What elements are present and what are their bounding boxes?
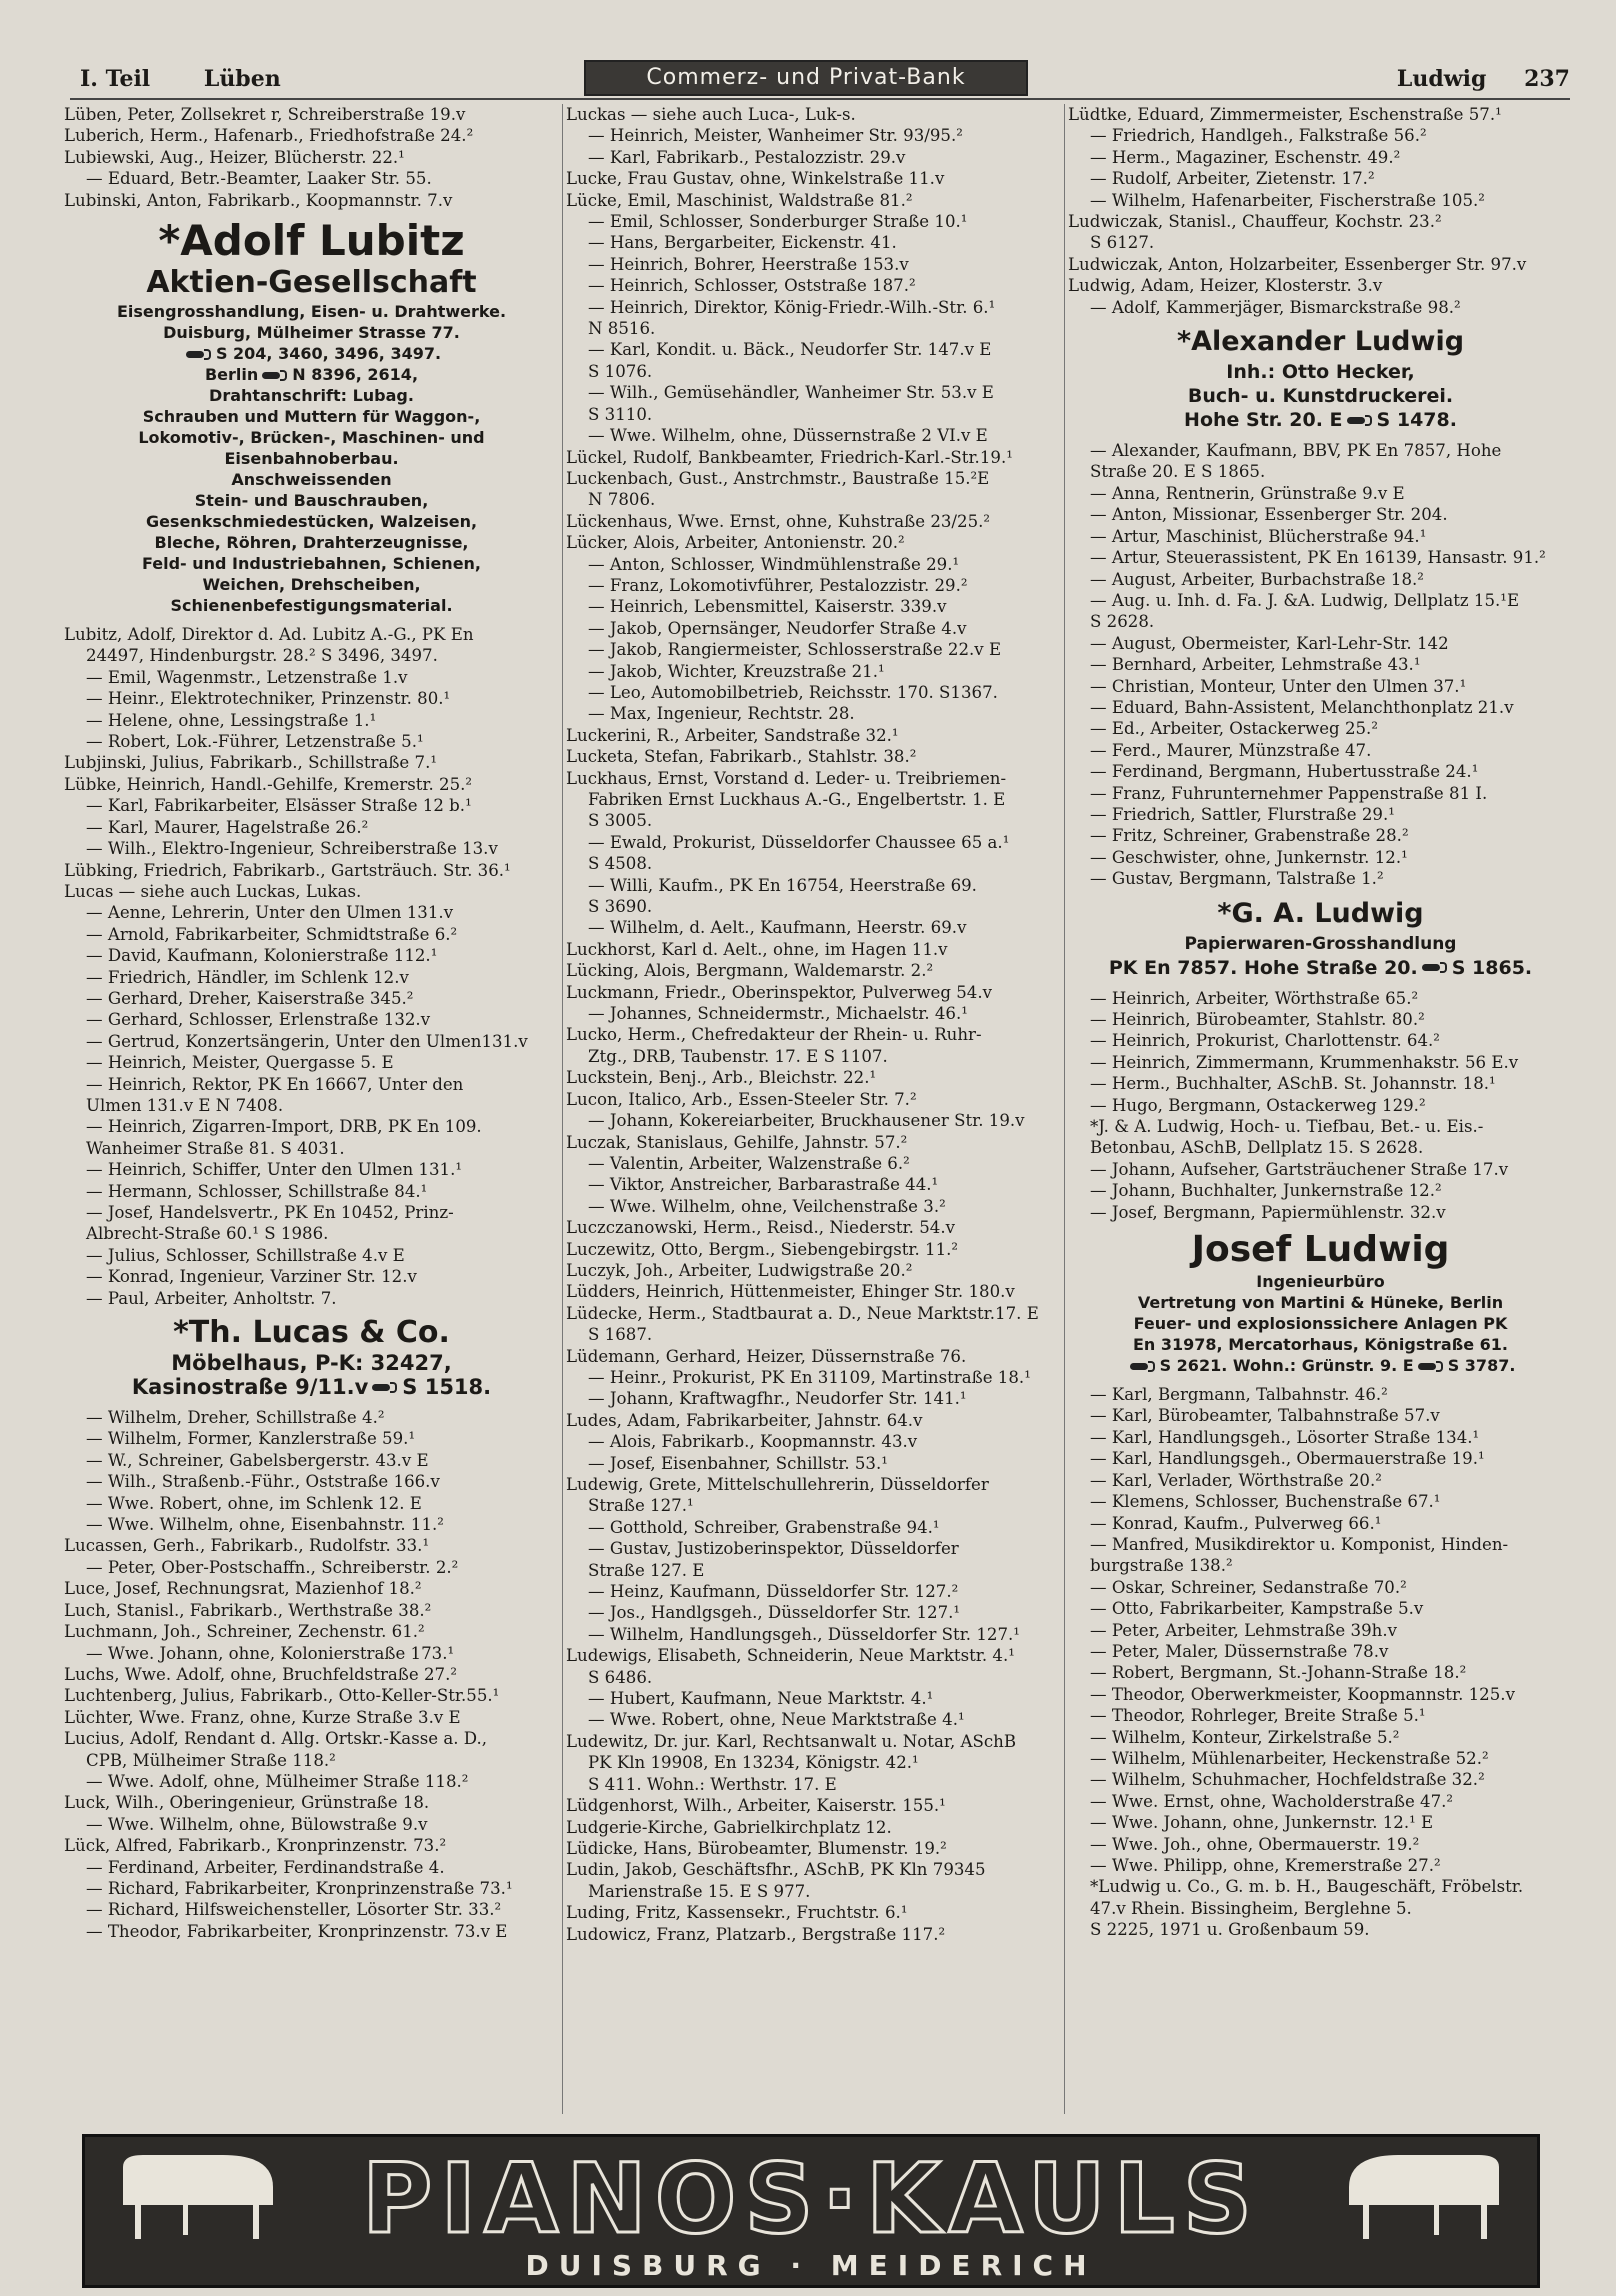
directory-entry: — Johann, Buchhalter, Junkernstraße 12.² xyxy=(1090,1181,1442,1201)
ad-line: Lokomotiv-, Brücken-, Maschinen- und xyxy=(138,428,485,448)
telephone-icon xyxy=(1130,1361,1156,1373)
directory-entry: Lüdgenhorst, Wilh., Arbeiter, Kaiserstr. 155.¹ xyxy=(566,1796,946,1816)
directory-entry: Lucon, Italico, Arb., Essen-Steeler Str. 7.² xyxy=(566,1089,917,1109)
banner-subtitle: DUISBURG · MEIDERICH xyxy=(525,2249,1097,2282)
directory-entry: Ulmen 131.v E N 7408. xyxy=(86,1095,284,1115)
ad-line: Inh.: Otto Hecker, xyxy=(1226,361,1415,384)
directory-entry: — Jakob, Opernsänger, Neudorfer Straße 4.v xyxy=(588,618,967,638)
directory-entry: — Karl, Handlungsgeh., Lösorter Straße 134.¹ xyxy=(1090,1427,1480,1447)
directory-entry: Luck, Wilh., Oberingenieur, Grünstraße 18. xyxy=(64,1793,430,1813)
directory-entry: Ludewig, Grete, Mittelschullehrerin, Düsseldorfer xyxy=(566,1475,989,1494)
directory-entry: — Ed., Arbeiter, Ostackerweg 25.² xyxy=(1090,719,1378,739)
directory-entry: — Christian, Monteur, Unter den Ulmen 37.¹ xyxy=(1090,676,1467,696)
directory-entry: — David, Kaufmann, Kolonierstraße 112.¹ xyxy=(86,946,438,966)
directory-entry: — Leo, Automobilbetrieb, Reichsstr. 170. S1367. xyxy=(588,682,998,702)
directory-entry: — Adolf, Kammerjäger, Bismarckstraße 98.² xyxy=(1090,297,1461,317)
directory-entry: Lücking, Alois, Bergmann, Waldemarstr. 2.² xyxy=(566,961,934,981)
directory-entry: — Anna, Rentnerin, Grünstraße 9.v E xyxy=(1090,483,1405,503)
ad-line: Gesenkschmiedestücken, Walzeisen, xyxy=(145,512,478,532)
directory-entry: — Manfred, Musikdirektor u. Komponist, Hinden- xyxy=(1090,1534,1509,1554)
directory-entry: N 7806. xyxy=(588,490,656,510)
directory-entry: Lüdecke, Herm., Stadtbaurat a. D., Neue Marktstr.17. E xyxy=(566,1303,1039,1323)
ad-phone-line xyxy=(1068,1355,1573,1376)
page-number: 237 xyxy=(1524,66,1570,92)
directory-entry: — Karl, Kondit. u. Bäck., Neudorfer Str. 147.v E xyxy=(588,340,992,360)
ad-line: Vertretung von Martini & Hüneke, Berlin xyxy=(1137,1293,1504,1313)
directory-entry: — Franz, Lokomotivführer, Pestalozzistr. 29.² xyxy=(588,575,968,595)
directory-entry: Straße 127. E xyxy=(588,1560,705,1580)
ad-name: *Th. Lucas & Co. xyxy=(173,1315,450,1351)
directory-entry: — Rudolf, Arbeiter, Zietenstr. 17.² xyxy=(1090,169,1375,189)
directory-entry: — Herm., Buchhalter, ASchB. St. Johannstr. 18.¹ xyxy=(1090,1074,1496,1094)
directory-entry: — Wwe. Wilhelm, ohne, Eisenbahnstr. 11.² xyxy=(86,1515,444,1535)
directory-entry: — Klemens, Schlosser, Buchenstraße 67.¹ xyxy=(1090,1492,1441,1512)
directory-entry: — Alois, Fabrikarb., Koopmannstr. 43.v xyxy=(588,1432,918,1452)
directory-entry: — Richard, Fabrikarbeiter, Kronprinzenstraße 73.¹ xyxy=(86,1878,513,1898)
directory-entry: — Oskar, Schreiner, Sedanstraße 70.² xyxy=(1090,1577,1407,1597)
directory-entry: — Emil, Wagenmstr., Letzenstraße 1.v xyxy=(86,667,408,687)
directory-entry: — Johann, Kraftwagfhr., Neudorfer Str. 141.¹ xyxy=(588,1389,967,1409)
directory-entry: — Robert, Bergmann, St.-Johann-Straße 18.² xyxy=(1090,1663,1467,1683)
column-2 xyxy=(566,104,1062,1945)
part-label: I. Teil xyxy=(80,66,151,92)
ad-line: Bleche, Röhren, Drahterzeugnisse, xyxy=(154,533,469,553)
directory-entry: — Ewald, Prokurist, Düsseldorfer Chaussee 65 a.¹ xyxy=(588,832,1010,852)
ad-phone: S 3787. xyxy=(1447,1356,1516,1376)
directory-entry: Luczczanowski, Herm., Reisd., Niederstr. 54.v xyxy=(566,1218,955,1238)
directory-entry: — Otto, Fabrikarbeiter, Kampstraße 5.v xyxy=(1090,1599,1424,1619)
directory-entry: Lucassen, Gerh., Fabrikarb., Rudolfstr. 33.¹ xyxy=(64,1536,430,1556)
directory-entry: Lubitz, Adolf, Direktor d. Ad. Lubitz A.-G., PK En xyxy=(64,625,474,645)
directory-entry: — Willi, Kaufm., PK En 16754, Heerstraße 69. xyxy=(588,875,977,895)
directory-entry: — W., Schreiner, Gabelsbergerstr. 43.v E xyxy=(86,1450,429,1470)
directory-entry: Lubiewski, Aug., Heizer, Blücherstr. 22.¹ xyxy=(64,147,405,167)
directory-entry: Marienstraße 15. E S 977. xyxy=(588,1881,811,1901)
directory-entry: — Hermann, Schlosser, Schillstraße 84.¹ xyxy=(86,1181,428,1201)
directory-entry: — Wwe. Wilhelm, ohne, Veilchenstraße 3.² xyxy=(588,1196,946,1216)
directory-entry: Lübke, Heinrich, Handl.-Gehilfe, Kremerstr. 25.² xyxy=(64,774,473,794)
directory-entry: Lüben, Peter, Zollsekret r, Schreiberstraße 19.v xyxy=(64,105,466,124)
pianos-kauls-banner xyxy=(82,2134,1540,2288)
directory-entry: — Peter, Maler, Düssernstraße 78.v xyxy=(1090,1641,1389,1661)
directory-entry: Lückenhaus, Wwe. Ernst, ohne, Kuhstraße 23/25.² xyxy=(566,511,991,531)
ad-ga-ludwig xyxy=(1068,896,1573,980)
directory-entry: Luckmann, Friedr., Oberinspektor, Pulverweg 54.v xyxy=(566,982,993,1002)
ad-line: Weichen, Drehscheiben, xyxy=(202,575,421,595)
telephone-icon xyxy=(186,349,212,361)
directory-entry: N 8516. xyxy=(588,319,656,339)
ad-name: *Adolf Lubitz xyxy=(158,216,465,266)
directory-entry: Ludewigs, Elisabeth, Schneiderin, Neue Marktstr. 4.¹ xyxy=(566,1646,1015,1666)
directory-entry: S 3690. xyxy=(588,897,653,917)
directory-entry: — Artur, Maschinist, Blücherstraße 94.¹ xyxy=(1090,526,1427,546)
directory-entry: — Anton, Missionar, Essenberger Str. 204. xyxy=(1090,505,1448,525)
directory-entry: — Julius, Schlosser, Schillstraße 4.v E xyxy=(86,1245,405,1265)
directory-entry: — Wwe. Wilhelm, ohne, Bülowstraße 9.v xyxy=(86,1814,428,1834)
directory-entry: Luce, Josef, Rechnungsrat, Mazienhof 18.² xyxy=(64,1579,422,1599)
directory-entry: — Heinr., Elektrotechniker, Prinzenstr. 80.¹ xyxy=(86,689,451,709)
ad-line: Eisenbahnoberbau. xyxy=(224,449,399,469)
ad-line: Anschweissenden xyxy=(231,470,392,490)
header-left xyxy=(80,66,327,92)
directory-entry: Lucketa, Stefan, Fabrikarb., Stahlstr. 38.² xyxy=(566,747,917,767)
directory-entry: — Karl, Verlader, Wörthstraße 20.² xyxy=(1090,1470,1382,1490)
directory-entry: Straße 127.¹ xyxy=(588,1496,694,1516)
directory-entry: — Karl, Fabrikarb., Pestalozzistr. 29.v xyxy=(588,147,906,167)
directory-entry: Lucius, Adolf, Rendant d. Allg. Ortskr.-Kasse a. D., xyxy=(64,1729,488,1749)
directory-entry: — Wilhelm, Schuhmacher, Hochfeldstraße 32.² xyxy=(1090,1770,1485,1790)
ad-address: PK En 7857. Hohe Straße 20. xyxy=(1108,956,1418,979)
directory-entry: — Heinrich, Bohrer, Heerstraße 153.v xyxy=(588,254,909,274)
directory-entry: — Anton, Schlosser, Windmühlenstraße 29.¹ xyxy=(588,554,960,574)
directory-entry: — Heinrich, Arbeiter, Wörthstraße 65.² xyxy=(1090,988,1419,1008)
directory-entry: — Wwe. Robert, ohne, im Schlenk 12. E xyxy=(86,1493,422,1513)
directory-entry: — Wwe. Johann, ohne, Kolonierstraße 173.¹ xyxy=(86,1643,455,1663)
directory-entry: — Wwe. Wilhelm, ohne, Düssernstraße 2 VI.v E xyxy=(588,426,988,446)
ad-line: Feuer- und explosionssichere Anlagen PK xyxy=(1133,1314,1508,1334)
directory-entry: Luchs, Wwe. Adolf, ohne, Bruchfeldstraße 27.² xyxy=(64,1664,458,1684)
directory-entry: — Heinz, Kaufmann, Düsseldorfer Str. 127.² xyxy=(588,1582,959,1602)
directory-entry: Luding, Fritz, Kassensekr., Fruchtstr. 6.¹ xyxy=(566,1903,908,1923)
directory-entry: — Ferdinand, Arbeiter, Ferdinandstraße 4. xyxy=(86,1857,445,1877)
ad-line: Ingenieurbüro xyxy=(1256,1272,1385,1292)
directory-entry: — Hans, Bergarbeiter, Eickenstr. 41. xyxy=(588,233,897,253)
ad-phone: N 8396, 2614, xyxy=(292,365,419,385)
directory-entry: S 1076. xyxy=(588,361,653,381)
directory-entry: Lubjinski, Julius, Fabrikarb., Schillstraße 7.¹ xyxy=(64,753,438,773)
ad-phone: S 1865. xyxy=(1451,956,1533,979)
ad-phone: S 1518. xyxy=(402,1375,492,1400)
directory-entry: Ludewitz, Dr. jur. Karl, Rechtsanwalt u. Notar, ASchB xyxy=(566,1731,1017,1751)
directory-entry: — Helene, ohne, Lessingstraße 1.¹ xyxy=(86,710,377,730)
directory-entry: S 6486. xyxy=(588,1667,653,1687)
directory-entry: — Wilhelm, Former, Kanzlerstraße 59.¹ xyxy=(86,1429,416,1449)
bank-banner: Commerz- und Privat-Bank xyxy=(584,60,1028,96)
directory-entry: — Konrad, Kaufm., Pulverweg 66.¹ xyxy=(1090,1513,1382,1533)
directory-entry: PK Kln 19908, En 13234, Königstr. 42.¹ xyxy=(588,1753,919,1773)
entry-list xyxy=(1068,988,1573,1223)
directory-entry: S 3110. xyxy=(588,404,653,424)
directory-entry: Ludwiczak, Stanisl., Chauffeur, Kochstr. 23.² xyxy=(1068,212,1442,232)
directory-entry: Ludin, Jakob, Geschäftsfhr., ASchB, PK Kln 79345 xyxy=(566,1860,986,1880)
directory-entry: Lüchter, Wwe. Franz, ohne, Kurze Straße 3.v E xyxy=(64,1707,461,1727)
directory-entry: Straße 20. E S 1865. xyxy=(1090,462,1266,482)
directory-entry: — Gotthold, Schreiber, Grabenstraße 94.¹ xyxy=(588,1517,940,1537)
header-rule xyxy=(70,98,1570,100)
directory-entry: — Aug. u. Inh. d. Fa. J. &A. Ludwig, Dellplatz 15.¹E xyxy=(1090,590,1520,610)
ad-line: Papierwaren-Grosshandlung xyxy=(1184,933,1457,954)
directory-entry: Wanheimer Straße 81. S 4031. xyxy=(86,1138,345,1158)
directory-entry: Lück, Alfred, Fabrikarb., Kronprinzenstr. 73.² xyxy=(64,1836,447,1856)
ad-phone: S 1478. xyxy=(1376,409,1457,432)
directory-entry: S 2628. xyxy=(1090,612,1155,632)
directory-entry: — Robert, Lok.-Führer, Letzenstraße 5.¹ xyxy=(86,732,424,752)
directory-entry: — Gustav, Justizoberinspektor, Düsseldorfer xyxy=(588,1539,959,1559)
ad-line: En 31978, Mercatorhaus, Königstraße 61. xyxy=(1133,1335,1508,1355)
directory-entry: — Theodor, Rohrleger, Breite Straße 5.¹ xyxy=(1090,1706,1426,1726)
ad-company: Aktien-Gesellschaft xyxy=(146,265,477,301)
directory-entry: Ludes, Adam, Fabrikarbeiter, Jahnstr. 64.v xyxy=(566,1410,923,1430)
directory-entry: — Emil, Schlosser, Sonderburger Straße 10.¹ xyxy=(588,212,968,232)
range-end: Ludwig xyxy=(1396,66,1487,92)
ad-line: Feld- und Industriebahnen, Schienen, xyxy=(141,554,482,574)
entry-list xyxy=(64,624,559,1309)
directory-entry: — Wilhelm, Handlungsgeh., Düsseldorfer Str. 127.¹ xyxy=(588,1624,1020,1644)
directory-entry: Lüdicke, Hans, Bürobeamter, Blumenstr. 19.² xyxy=(566,1838,947,1858)
directory-entry: Albrecht-Straße 60.¹ S 1986. xyxy=(86,1224,329,1244)
directory-entry: — Friedrich, Handlgeh., Falkstraße 56.² xyxy=(1090,126,1427,146)
ad-line: Möbelhaus, P-K: 32427, xyxy=(171,1351,452,1376)
ad-phone: S 2621. Wohn.: Grünstr. 9. E xyxy=(1159,1356,1414,1376)
directory-entry: Ludwiczak, Anton, Holzarbeiter, Essenberger Str. 97.v xyxy=(1068,254,1527,274)
directory-entry: — Peter, Ober-Postschaffn., Schreiberstr. 2.² xyxy=(86,1557,459,1577)
directory-entry: — Karl, Bürobeamter, Talbahnstraße 57.v xyxy=(1090,1406,1440,1426)
directory-entry: — Eduard, Bahn-Assistent, Melanchthonplatz 21.v xyxy=(1090,697,1514,717)
ad-alexander-ludwig xyxy=(1068,324,1573,432)
directory-entry: — Hugo, Bergmann, Ostackerweg 129.² xyxy=(1090,1095,1426,1115)
directory-entry: Luchtenberg, Julius, Fabrikarb., Otto-Keller-Str.55.¹ xyxy=(64,1686,500,1706)
directory-entry: — Hubert, Kaufmann, Neue Marktstr. 4.¹ xyxy=(588,1689,934,1709)
directory-entry: — Wilhelm, Hafenarbeiter, Fischerstraße 105.² xyxy=(1090,190,1485,210)
entry-list xyxy=(1068,104,1573,318)
directory-entry: — Heinrich, Meister, Wanheimer Str. 93/95.² xyxy=(588,126,963,146)
directory-entry: — Heinrich, Lebensmittel, Kaiserstr. 339.v xyxy=(588,597,947,617)
directory-entry: — Wilhelm, Mühlenarbeiter, Heckenstraße 52.² xyxy=(1090,1748,1489,1768)
directory-entry: — Alexander, Kaufmann, BBV, PK En 7857, Hohe xyxy=(1090,441,1502,461)
directory-entry: — Wilh., Straßenb.-Führ., Oststraße 166.v xyxy=(86,1472,440,1492)
directory-entry: — August, Arbeiter, Burbachstraße 18.² xyxy=(1090,569,1424,589)
directory-entry: — Karl, Handlungsgeh., Obermauerstraße 19.¹ xyxy=(1090,1449,1485,1469)
directory-entry: — Wwe. Adolf, ohne, Mülheimer Straße 118.² xyxy=(86,1771,469,1791)
directory-entry: — Heinrich, Schiffer, Unter den Ulmen 131.¹ xyxy=(86,1160,463,1180)
ad-address: Hohe Str. 20. E xyxy=(1184,409,1343,432)
directory-entry: — Heinrich, Schlosser, Oststraße 187.² xyxy=(588,276,916,296)
directory-entry: — Wilhelm, Konteur, Zirkelstraße 5.² xyxy=(1090,1727,1400,1747)
directory-entry: — Gerhard, Schlosser, Erlenstraße 132.v xyxy=(86,1010,431,1030)
directory-entry: — Josef, Eisenbahner, Schillstr. 53.¹ xyxy=(588,1453,888,1473)
directory-entry: — Gerhard, Dreher, Kaiserstraße 345.² xyxy=(86,988,414,1008)
directory-entry: Luckerini, R., Arbeiter, Sandstraße 32.¹ xyxy=(566,725,899,745)
ad-line: Drahtanschrift: Lubag. xyxy=(209,386,414,406)
directory-entry: Luberich, Herm., Hafenarb., Friedhofstraße 24.² xyxy=(64,126,474,146)
ad-line: Schienenbefestigungsmaterial. xyxy=(170,596,453,616)
directory-entry: Betonbau, ASchB, Dellplatz 15. S 2628. xyxy=(1090,1138,1424,1158)
directory-entry: — Richard, Hilfsweichensteller, Lösorter Str. 33.² xyxy=(86,1900,502,1920)
directory-entry: — Franz, Fuhrunternehmer Pappenstraße 81 I. xyxy=(1090,783,1488,803)
ad-phone-line xyxy=(1068,956,1573,980)
directory-entry: — Heinrich, Direktor, König-Friedr.-Wilh.-Str. 6.¹ xyxy=(588,297,996,317)
directory-entry: — Karl, Bergmann, Talbahnstr. 46.² xyxy=(1090,1385,1388,1405)
ad-josef-ludwig xyxy=(1068,1229,1573,1376)
directory-entry: — Herm., Magaziner, Eschenstr. 49.² xyxy=(1090,147,1401,167)
ad-adolf-lubitz xyxy=(64,217,559,616)
directory-entry: — Wilhelm, d. Aelt., Kaufmann, Heerstr. 69.v xyxy=(588,918,967,938)
directory-entry: — Karl, Maurer, Hagelstraße 26.² xyxy=(86,817,369,837)
directory-entry: Lucko, Herm., Chefredakteur der Rhein- u. Ruhr- xyxy=(566,1025,982,1045)
directory-entry: — Valentin, Arbeiter, Walzenstraße 6.² xyxy=(588,1153,910,1173)
directory-entry: — Ferd., Maurer, Münzstraße 47. xyxy=(1090,740,1372,760)
banner-title: PIANOS·KAULS xyxy=(362,2143,1260,2255)
telephone-icon xyxy=(372,1382,398,1394)
directory-entry: — Fritz, Schreiner, Grabenstraße 28.² xyxy=(1090,826,1409,846)
directory-entry: — Wwe. Ernst, ohne, Wacholderstraße 47.² xyxy=(1090,1791,1454,1811)
directory-entry: — Bernhard, Arbeiter, Lehmstraße 43.¹ xyxy=(1090,655,1421,675)
directory-entry: Lubinski, Anton, Fabrikarb., Koopmannstr. 7.v xyxy=(64,190,453,210)
directory-entry: — Heinrich, Meister, Quergasse 5. E xyxy=(86,1053,394,1073)
directory-entry: — Wilhelm, Dreher, Schillstraße 4.² xyxy=(86,1408,385,1428)
directory-entry: — Heinrich, Prokurist, Charlottenstr. 64.² xyxy=(1090,1031,1440,1051)
directory-entry: — Max, Ingenieur, Rechtstr. 28. xyxy=(588,704,855,724)
telephone-icon xyxy=(1422,962,1448,974)
directory-entry: — Gertrud, Konzertsängerin, Unter den Ulmen131.v xyxy=(86,1031,528,1051)
directory-entry: Ludgerie-Kirche, Gabrielkirchplatz 12. xyxy=(566,1817,892,1837)
directory-entry: S 6127. xyxy=(1090,233,1155,253)
directory-entry: — Heinrich, Zimmermann, Krummenhakstr. 56 E.v xyxy=(1090,1052,1519,1072)
telephone-icon xyxy=(1418,1361,1444,1373)
directory-entry: *Ludwig u. Co., G. m. b. H., Baugeschäft, Fröbelstr. xyxy=(1090,1877,1524,1897)
directory-entry: — Heinrich, Rektor, PK En 16667, Unter den xyxy=(86,1074,464,1094)
directory-entry: Luckhaus, Ernst, Vorstand d. Leder- u. Treibriemen- xyxy=(566,768,1007,788)
directory-entry: Luczyk, Joh., Arbeiter, Ludwigstraße 20.² xyxy=(566,1260,913,1280)
column-divider xyxy=(1064,104,1065,2114)
directory-entry: — Theodor, Oberwerkmeister, Koopmannstr. 125.v xyxy=(1090,1684,1515,1704)
entry-list xyxy=(1068,440,1573,890)
directory-entry: — Jos., Handlgsgeh., Düsseldorfer Str. 127.¹ xyxy=(588,1603,961,1623)
directory-entry: Luch, Stanisl., Fabrikarb., Werthstraße 38.² xyxy=(64,1600,432,1620)
directory-entry: — Peter, Arbeiter, Lehmstraße 39h.v xyxy=(1090,1620,1397,1640)
directory-entry: — Wilh., Gemüsehändler, Wanheimer Str. 53.v E xyxy=(588,383,994,403)
directory-entry: Ludwig, Adam, Heizer, Klosterstr. 3.v xyxy=(1068,276,1383,296)
directory-entry: S 1687. xyxy=(588,1325,653,1345)
directory-entry: Lücker, Alois, Arbeiter, Antonienstr. 20.² xyxy=(566,533,905,553)
telephone-icon xyxy=(1347,415,1373,427)
directory-entry: — Arnold, Fabrikarbeiter, Schmidtstraße 6.² xyxy=(86,924,458,944)
ad-name: Josef Ludwig xyxy=(1191,1229,1450,1271)
directory-entry: — Geschwister, ohne, Junkernstr. 12.¹ xyxy=(1090,847,1408,867)
directory-entry: — Wilh., Elektro-Ingenieur, Schreiberstraße 13.v xyxy=(86,839,498,859)
ad-phone-line xyxy=(1068,408,1573,432)
entry-list xyxy=(566,104,1062,1945)
telephone-icon xyxy=(262,370,288,382)
directory-entry: — Josef, Handelsvertr., PK En 10452, Prinz- xyxy=(86,1203,454,1222)
header-right xyxy=(1367,66,1570,92)
directory-entry: Luckstein, Benj., Arb., Bleichstr. 22.¹ xyxy=(566,1068,877,1088)
directory-entry: — Theodor, Fabrikarbeiter, Kronprinzenstr. 73.v E xyxy=(86,1921,508,1941)
directory-entry: — Wwe. Robert, ohne, Neue Marktstraße 4.¹ xyxy=(588,1710,965,1730)
directory-entry: Luczak, Stanislaus, Gehilfe, Jahnstr. 57.² xyxy=(566,1132,908,1152)
directory-entry: Lüdemann, Gerhard, Heizer, Düssernstraße 76. xyxy=(566,1346,967,1366)
directory-entry: Ludowicz, Franz, Platzarb., Bergstraße 117.² xyxy=(566,1924,946,1944)
directory-entry: — Jakob, Rangiermeister, Schlosserstraße 22.v E xyxy=(588,640,1002,660)
column-1 xyxy=(64,104,559,1942)
ad-phone-line xyxy=(64,1375,559,1399)
ad-city: Berlin xyxy=(204,365,259,385)
directory-entry: — Gustav, Bergmann, Talstraße 1.² xyxy=(1090,869,1384,889)
directory-entry: — Heinrich, Zigarren-Import, DRB, PK En 109. xyxy=(86,1117,482,1137)
directory-entry: Lückel, Rudolf, Bankbeamter, Friedrich-Karl.-Str.19.¹ xyxy=(566,447,1013,467)
ad-address: Kasinostraße 9/11.v xyxy=(131,1375,369,1400)
ad-line: Duisburg, Mülheimer Strasse 77. xyxy=(163,323,460,343)
directory-entry: — Jakob, Wichter, Kreuzstraße 21.¹ xyxy=(588,661,885,681)
directory-entry: Fabriken Ernst Luckhaus A.-G., Engelbertstr. 1. E xyxy=(588,790,1006,809)
directory-entry: — Eduard, Betr.-Beamter, Laaker Str. 55. xyxy=(86,169,432,189)
directory-entry: S 2225, 1971 u. Großenbaum 59. xyxy=(1090,1920,1370,1940)
directory-entry: Luchmann, Joh., Schreiner, Zechenstr. 61.² xyxy=(64,1622,425,1642)
directory-entry: Lucas — siehe auch Luckas, Lukas. xyxy=(64,881,362,901)
directory-entry: — Friedrich, Händler, im Schlenk 12.v xyxy=(86,967,409,987)
directory-entry: Lübking, Friedrich, Fabrikarb., Gartsträuch. Str. 36.¹ xyxy=(64,860,511,880)
directory-entry: — Friedrich, Sattler, Flurstraße 29.¹ xyxy=(1090,804,1395,824)
directory-entry: — Wwe. Philipp, ohne, Kremerstraße 27.² xyxy=(1090,1856,1441,1875)
ad-name: *G. A. Ludwig xyxy=(1217,897,1424,929)
page-header xyxy=(70,60,1570,94)
directory-entry: Luckas — siehe auch Luca-, Luk-s. xyxy=(566,105,856,124)
ad-line: Schrauben und Muttern für Waggon-, xyxy=(142,407,481,427)
directory-entry: Ztg., DRB, Taubenstr. 17. E S 1107. xyxy=(588,1046,888,1066)
ad-line: Eisengrosshandlung, Eisen- u. Drahtwerke. xyxy=(116,302,507,322)
directory-entry: — Heinr., Prokurist, PK En 31109, Martinstraße 18.¹ xyxy=(588,1367,1031,1387)
ad-phone-line xyxy=(64,364,559,385)
entry-list xyxy=(64,1407,559,1942)
directory-entry: S 3005. xyxy=(588,811,653,831)
ad-line: Stein- und Bauschrauben, xyxy=(194,491,429,511)
column-3 xyxy=(1068,104,1573,1941)
directory-entry: — Josef, Bergmann, Papiermühlenstr. 32.v xyxy=(1090,1202,1446,1222)
directory-entry: — Ferdinand, Bergmann, Hubertusstraße 24.¹ xyxy=(1090,762,1479,782)
directory-entry: — Johann, Kokereiarbeiter, Bruckhausener Str. 19.v xyxy=(588,1111,1025,1131)
range-start: Lüben xyxy=(203,66,281,92)
ad-phone-line xyxy=(64,343,559,364)
entry-list xyxy=(1068,1384,1573,1941)
directory-entry: — Karl, Fabrikarbeiter, Elsässer Straße 12 b.¹ xyxy=(86,796,472,816)
directory-entry: — Johann, Aufseher, Gartsträuchener Straße 17.v xyxy=(1090,1159,1509,1179)
directory-entry: 47.v Rhein. Bissingheim, Berglehne 5. xyxy=(1090,1898,1412,1918)
directory-entry: Luckenbach, Gust., Anstrchmstr., Baustraße 15.²E xyxy=(566,468,990,488)
entry-list xyxy=(64,104,559,211)
directory-entry: Lüdders, Heinrich, Hüttenmeister, Ehinger Str. 180.v xyxy=(566,1282,1015,1302)
directory-entry: Luckhorst, Karl d. Aelt., ohne, im Hagen 11.v xyxy=(566,939,948,959)
directory-entry: — Viktor, Anstreicher, Barbarastraße 44.¹ xyxy=(588,1175,939,1195)
directory-entry: — Artur, Steuerassistent, PK En 16139, Hansastr. 91.² xyxy=(1090,548,1546,568)
directory-entry: — Johannes, Schneidermstr., Michaelstr. 46.¹ xyxy=(588,1004,968,1024)
ad-name: *Alexander Ludwig xyxy=(1176,326,1465,358)
directory-entry: *J. & A. Ludwig, Hoch- u. Tiefbau, Bet.- u. Eis.- xyxy=(1090,1117,1484,1137)
directory-entry: — Heinrich, Bürobeamter, Stahlstr. 80.² xyxy=(1090,1010,1425,1029)
ad-th-lucas xyxy=(64,1315,559,1399)
directory-entry: — Wwe. Joh., ohne, Obermauerstr. 19.² xyxy=(1090,1834,1420,1854)
directory-entry: Lüdtke, Eduard, Zimmermeister, Eschenstraße 57.¹ xyxy=(1068,105,1502,124)
ad-line: Buch- u. Kunstdruckerei. xyxy=(1187,385,1454,408)
directory-entry: — Konrad, Ingenieur, Varziner Str. 12.v xyxy=(86,1267,417,1287)
directory-entry: Luczewitz, Otto, Bergm., Siebengebirgstr. 11.² xyxy=(566,1239,959,1259)
directory-entry: S 4508. xyxy=(588,854,653,874)
directory-entry: — August, Obermeister, Karl-Lehr-Str. 142 xyxy=(1090,633,1449,653)
ad-phone: S 204, 3460, 3496, 3497. xyxy=(215,344,442,364)
directory-entry: CPB, Mülheimer Straße 118.² xyxy=(86,1750,336,1770)
directory-entry: — Aenne, Lehrerin, Unter den Ulmen 131.v xyxy=(86,903,454,923)
directory-entry: — Wwe. Johann, ohne, Junkernstr. 12.¹ E xyxy=(1090,1813,1434,1833)
directory-entry: — Paul, Arbeiter, Anholtstr. 7. xyxy=(86,1288,337,1308)
directory-entry: Lucke, Frau Gustav, ohne, Winkelstraße 11.v xyxy=(566,169,945,189)
column-divider xyxy=(562,104,563,2114)
directory-entry: S 411. Wohn.: Werthstr. 17. E xyxy=(588,1774,837,1794)
directory-entry: Lücke, Emil, Maschinist, Waldstraße 81.² xyxy=(566,190,913,210)
directory-entry: 24497, Hindenburgstr. 28.² S 3496, 3497. xyxy=(86,646,438,666)
directory-entry: burgstraße 138.² xyxy=(1090,1556,1233,1576)
